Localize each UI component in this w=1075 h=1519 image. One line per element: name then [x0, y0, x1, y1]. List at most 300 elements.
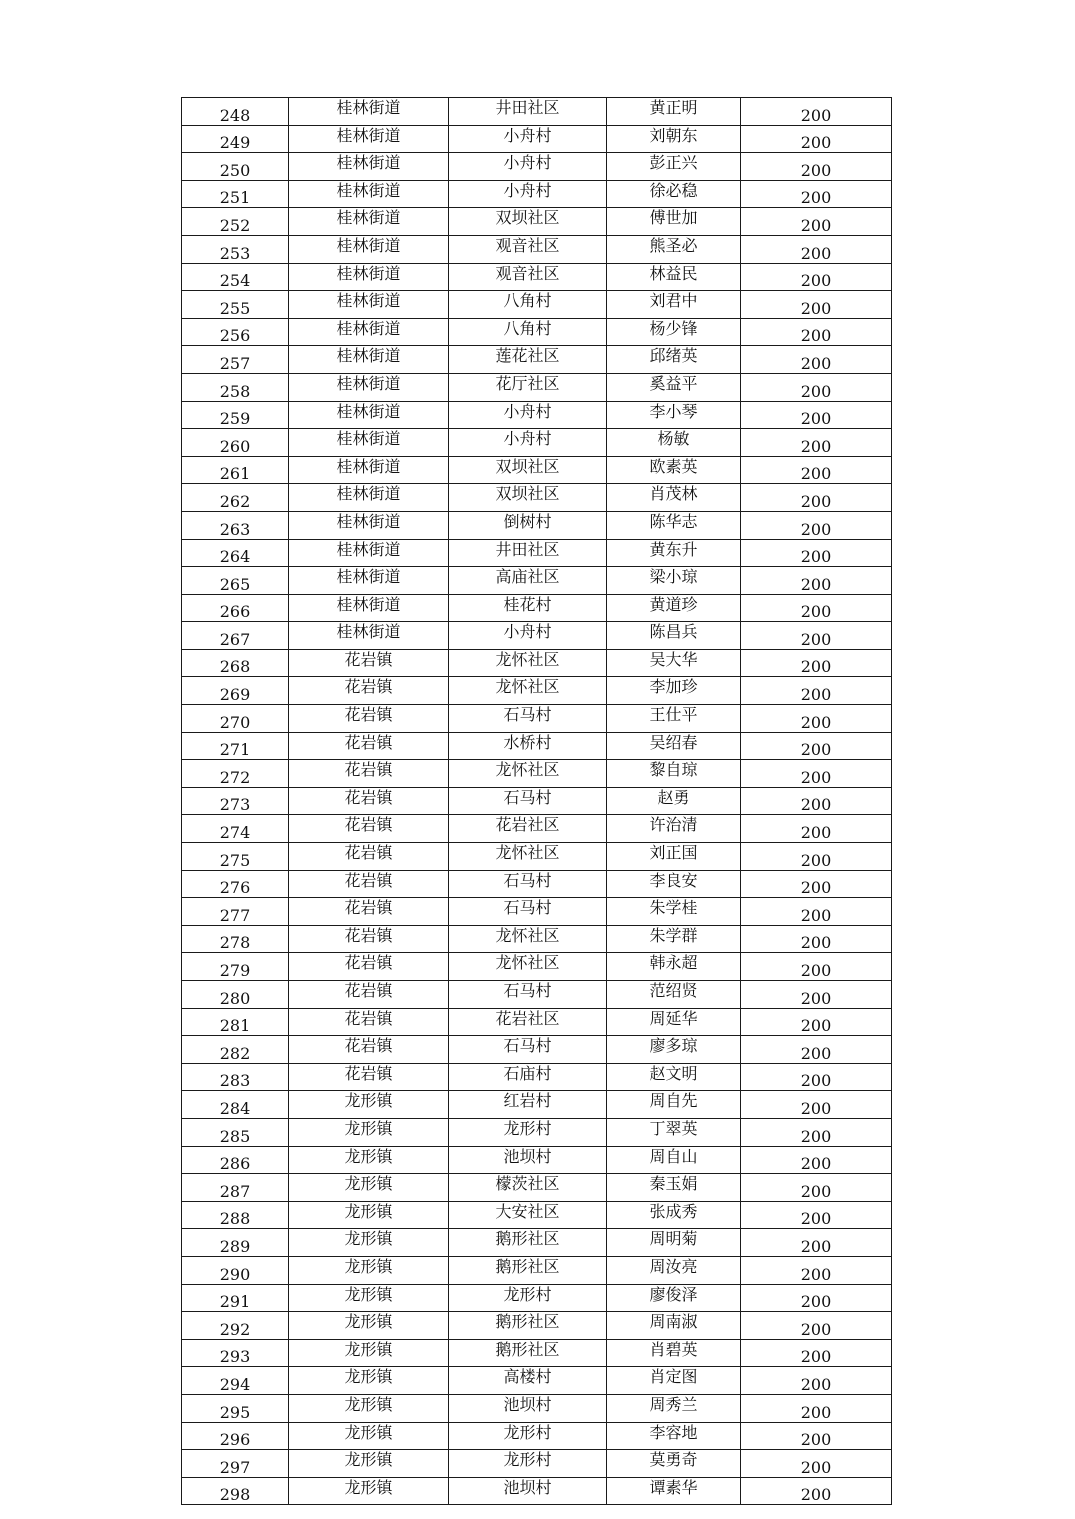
person-name-cell: 黄道珍	[607, 594, 741, 622]
village-name-cell: 莲花社区	[449, 346, 607, 374]
table-row	[182, 1174, 892, 1202]
town-name-cell: 龙形镇	[289, 1201, 449, 1229]
town-name-cell: 桂林街道	[289, 456, 449, 484]
amount-cell: 200	[741, 401, 892, 429]
table-row	[182, 456, 892, 484]
table-row	[182, 484, 892, 512]
village-name-cell: 小舟村	[449, 429, 607, 457]
village-name-cell: 石马村	[449, 981, 607, 1009]
table-row	[182, 925, 892, 953]
person-name-cell: 李加珍	[607, 677, 741, 705]
table-row	[182, 898, 892, 926]
person-name-cell: 邱绪英	[607, 346, 741, 374]
village-name-cell: 龙怀社区	[449, 925, 607, 953]
person-name-cell: 周延华	[607, 1008, 741, 1036]
amount-cell: 200	[741, 539, 892, 567]
town-name-cell: 花岩镇	[289, 677, 449, 705]
table-row	[182, 1312, 892, 1340]
person-name-cell: 林益民	[607, 263, 741, 291]
table-row	[182, 594, 892, 622]
table-row	[182, 373, 892, 401]
village-name-cell: 小舟村	[449, 622, 607, 650]
town-name-cell: 桂林街道	[289, 346, 449, 374]
row-number-cell: 269	[182, 677, 289, 705]
table-body	[182, 98, 892, 1505]
table-row	[182, 705, 892, 733]
row-number-cell: 292	[182, 1312, 289, 1340]
row-number-cell: 289	[182, 1229, 289, 1257]
village-name-cell: 龙怀社区	[449, 649, 607, 677]
row-number-cell: 254	[182, 263, 289, 291]
town-name-cell: 龙形镇	[289, 1229, 449, 1257]
town-name-cell: 龙形镇	[289, 1339, 449, 1367]
amount-cell: 200	[741, 1339, 892, 1367]
table-row	[182, 1036, 892, 1064]
person-name-cell: 黄东升	[607, 539, 741, 567]
village-name-cell: 龙怀社区	[449, 677, 607, 705]
amount-cell: 200	[741, 180, 892, 208]
amount-cell: 200	[741, 511, 892, 539]
person-name-cell: 梁小琼	[607, 567, 741, 595]
table-row	[182, 1201, 892, 1229]
village-name-cell: 龙怀社区	[449, 843, 607, 871]
village-name-cell: 石庙村	[449, 1063, 607, 1091]
town-name-cell: 桂林街道	[289, 373, 449, 401]
person-name-cell: 张成秀	[607, 1201, 741, 1229]
table-row	[182, 1229, 892, 1257]
town-name-cell: 龙形镇	[289, 1146, 449, 1174]
village-name-cell: 双坝社区	[449, 456, 607, 484]
row-number-cell: 256	[182, 318, 289, 346]
town-name-cell: 龙形镇	[289, 1091, 449, 1119]
person-name-cell: 刘君中	[607, 291, 741, 319]
row-number-cell: 286	[182, 1146, 289, 1174]
row-number-cell: 272	[182, 760, 289, 788]
town-name-cell: 龙形镇	[289, 1477, 449, 1505]
town-name-cell: 桂林街道	[289, 594, 449, 622]
person-name-cell: 肖定图	[607, 1367, 741, 1395]
town-name-cell: 桂林街道	[289, 235, 449, 263]
amount-cell: 200	[741, 705, 892, 733]
person-name-cell: 周自先	[607, 1091, 741, 1119]
row-number-cell: 259	[182, 401, 289, 429]
amount-cell: 200	[741, 1174, 892, 1202]
table-row	[182, 787, 892, 815]
row-number-cell: 281	[182, 1008, 289, 1036]
row-number-cell: 298	[182, 1477, 289, 1505]
village-name-cell: 高楼村	[449, 1367, 607, 1395]
row-number-cell: 250	[182, 153, 289, 181]
town-name-cell: 花岩镇	[289, 925, 449, 953]
town-name-cell: 桂林街道	[289, 153, 449, 181]
person-name-cell: 王仕平	[607, 705, 741, 733]
row-number-cell: 271	[182, 732, 289, 760]
amount-cell: 200	[741, 346, 892, 374]
table-row	[182, 953, 892, 981]
table-row	[182, 98, 892, 126]
town-name-cell: 桂林街道	[289, 511, 449, 539]
person-name-cell: 朱学群	[607, 925, 741, 953]
row-number-cell: 288	[182, 1201, 289, 1229]
person-name-cell: 陈昌兵	[607, 622, 741, 650]
person-name-cell: 丁翠英	[607, 1118, 741, 1146]
row-number-cell: 251	[182, 180, 289, 208]
person-name-cell: 赵勇	[607, 787, 741, 815]
amount-cell: 200	[741, 925, 892, 953]
town-name-cell: 花岩镇	[289, 1036, 449, 1064]
person-name-cell: 吴绍春	[607, 732, 741, 760]
village-name-cell: 龙怀社区	[449, 760, 607, 788]
amount-cell: 200	[741, 1367, 892, 1395]
village-name-cell: 小舟村	[449, 401, 607, 429]
amount-cell: 200	[741, 677, 892, 705]
table-row	[182, 732, 892, 760]
town-name-cell: 花岩镇	[289, 787, 449, 815]
town-name-cell: 桂林街道	[289, 125, 449, 153]
town-name-cell: 龙形镇	[289, 1312, 449, 1340]
person-name-cell: 吴大华	[607, 649, 741, 677]
amount-cell: 200	[741, 153, 892, 181]
village-name-cell: 池坝村	[449, 1394, 607, 1422]
table-row	[182, 346, 892, 374]
table-row	[182, 622, 892, 650]
person-name-cell: 周南淑	[607, 1312, 741, 1340]
town-name-cell: 花岩镇	[289, 760, 449, 788]
village-name-cell: 花岩社区	[449, 1008, 607, 1036]
table-row	[182, 1146, 892, 1174]
row-number-cell: 282	[182, 1036, 289, 1064]
amount-cell: 200	[741, 263, 892, 291]
village-name-cell: 石马村	[449, 1036, 607, 1064]
village-name-cell: 龙形村	[449, 1422, 607, 1450]
person-name-cell: 莫勇奇	[607, 1450, 741, 1478]
person-name-cell: 秦玉娟	[607, 1174, 741, 1202]
town-name-cell: 花岩镇	[289, 815, 449, 843]
town-name-cell: 花岩镇	[289, 1008, 449, 1036]
row-number-cell: 268	[182, 649, 289, 677]
person-name-cell: 韩永超	[607, 953, 741, 981]
person-name-cell: 肖茂林	[607, 484, 741, 512]
person-name-cell: 欧素英	[607, 456, 741, 484]
row-number-cell: 296	[182, 1422, 289, 1450]
amount-cell: 200	[741, 732, 892, 760]
amount-cell: 200	[741, 870, 892, 898]
table-row	[182, 208, 892, 236]
table-row	[182, 1422, 892, 1450]
town-name-cell: 桂林街道	[289, 401, 449, 429]
amount-cell: 200	[741, 1284, 892, 1312]
row-number-cell: 261	[182, 456, 289, 484]
village-name-cell: 石马村	[449, 898, 607, 926]
row-number-cell: 285	[182, 1118, 289, 1146]
town-name-cell: 桂林街道	[289, 291, 449, 319]
village-name-cell: 高庙社区	[449, 567, 607, 595]
row-number-cell: 284	[182, 1091, 289, 1119]
amount-cell: 200	[741, 1201, 892, 1229]
amount-cell: 200	[741, 649, 892, 677]
row-number-cell: 249	[182, 125, 289, 153]
amount-cell: 200	[741, 815, 892, 843]
row-number-cell: 267	[182, 622, 289, 650]
village-name-cell: 倒树村	[449, 511, 607, 539]
village-name-cell: 鹅形社区	[449, 1256, 607, 1284]
amount-cell: 200	[741, 235, 892, 263]
table-row	[182, 677, 892, 705]
amount-cell: 200	[741, 1063, 892, 1091]
village-name-cell: 观音社区	[449, 235, 607, 263]
town-name-cell: 花岩镇	[289, 649, 449, 677]
row-number-cell: 248	[182, 98, 289, 126]
town-name-cell: 花岩镇	[289, 981, 449, 1009]
amount-cell: 200	[741, 1008, 892, 1036]
person-name-cell: 范绍贤	[607, 981, 741, 1009]
amount-cell: 200	[741, 760, 892, 788]
town-name-cell: 桂林街道	[289, 622, 449, 650]
person-name-cell: 徐必稳	[607, 180, 741, 208]
row-number-cell: 293	[182, 1339, 289, 1367]
person-name-cell: 黄正明	[607, 98, 741, 126]
amount-cell: 200	[741, 1229, 892, 1257]
row-number-cell: 280	[182, 981, 289, 1009]
town-name-cell: 桂林街道	[289, 318, 449, 346]
person-name-cell: 朱学桂	[607, 898, 741, 926]
village-name-cell: 红岩村	[449, 1091, 607, 1119]
village-name-cell: 龙形村	[449, 1284, 607, 1312]
village-name-cell: 池坝村	[449, 1477, 607, 1505]
town-name-cell: 龙形镇	[289, 1174, 449, 1202]
table-row	[182, 1008, 892, 1036]
table-row	[182, 1394, 892, 1422]
row-number-cell: 274	[182, 815, 289, 843]
row-number-cell: 278	[182, 925, 289, 953]
village-name-cell: 小舟村	[449, 153, 607, 181]
table-row	[182, 125, 892, 153]
table-row	[182, 649, 892, 677]
town-name-cell: 龙形镇	[289, 1450, 449, 1478]
person-name-cell: 许治清	[607, 815, 741, 843]
town-name-cell: 龙形镇	[289, 1118, 449, 1146]
village-name-cell: 桂花村	[449, 594, 607, 622]
person-name-cell: 熊圣必	[607, 235, 741, 263]
town-name-cell: 花岩镇	[289, 898, 449, 926]
table-row	[182, 981, 892, 1009]
table-row	[182, 1339, 892, 1367]
row-number-cell: 266	[182, 594, 289, 622]
table-row	[182, 1118, 892, 1146]
table-row	[182, 1256, 892, 1284]
town-name-cell: 龙形镇	[289, 1394, 449, 1422]
amount-cell: 200	[741, 208, 892, 236]
person-name-cell: 周明菊	[607, 1229, 741, 1257]
amount-cell: 200	[741, 981, 892, 1009]
village-name-cell: 观音社区	[449, 263, 607, 291]
amount-cell: 200	[741, 1477, 892, 1505]
town-name-cell: 桂林街道	[289, 263, 449, 291]
town-name-cell: 桂林街道	[289, 180, 449, 208]
table-row	[182, 1091, 892, 1119]
village-name-cell: 池坝村	[449, 1146, 607, 1174]
row-number-cell: 265	[182, 567, 289, 595]
table-row	[182, 760, 892, 788]
row-number-cell: 255	[182, 291, 289, 319]
amount-cell: 200	[741, 1422, 892, 1450]
table-row	[182, 1284, 892, 1312]
row-number-cell: 263	[182, 511, 289, 539]
town-name-cell: 花岩镇	[289, 1063, 449, 1091]
row-number-cell: 258	[182, 373, 289, 401]
person-name-cell: 彭正兴	[607, 153, 741, 181]
town-name-cell: 花岩镇	[289, 732, 449, 760]
village-name-cell: 小舟村	[449, 125, 607, 153]
town-name-cell: 龙形镇	[289, 1256, 449, 1284]
amount-cell: 200	[741, 843, 892, 871]
amount-cell: 200	[741, 1394, 892, 1422]
amount-cell: 200	[741, 953, 892, 981]
subsidy-table	[181, 97, 892, 1505]
amount-cell: 200	[741, 1036, 892, 1064]
person-name-cell: 李容地	[607, 1422, 741, 1450]
table-row	[182, 1450, 892, 1478]
row-number-cell: 295	[182, 1394, 289, 1422]
row-number-cell: 257	[182, 346, 289, 374]
row-number-cell: 273	[182, 787, 289, 815]
town-name-cell: 桂林街道	[289, 567, 449, 595]
town-name-cell: 花岩镇	[289, 953, 449, 981]
table-row	[182, 429, 892, 457]
person-name-cell: 刘朝东	[607, 125, 741, 153]
table-row	[182, 180, 892, 208]
amount-cell: 200	[741, 98, 892, 126]
amount-cell: 200	[741, 1118, 892, 1146]
person-name-cell: 杨敏	[607, 429, 741, 457]
amount-cell: 200	[741, 291, 892, 319]
row-number-cell: 291	[182, 1284, 289, 1312]
person-name-cell: 杨少锋	[607, 318, 741, 346]
amount-cell: 200	[741, 567, 892, 595]
village-name-cell: 檬茨社区	[449, 1174, 607, 1202]
table-row	[182, 870, 892, 898]
table-row	[182, 843, 892, 871]
row-number-cell: 252	[182, 208, 289, 236]
table-row	[182, 567, 892, 595]
table-row	[182, 511, 892, 539]
person-name-cell: 廖俊泽	[607, 1284, 741, 1312]
amount-cell: 200	[741, 429, 892, 457]
amount-cell: 200	[741, 787, 892, 815]
village-name-cell: 八角村	[449, 318, 607, 346]
village-name-cell: 双坝社区	[449, 484, 607, 512]
amount-cell: 200	[741, 1256, 892, 1284]
town-name-cell: 龙形镇	[289, 1284, 449, 1312]
row-number-cell: 287	[182, 1174, 289, 1202]
village-name-cell: 双坝社区	[449, 208, 607, 236]
row-number-cell: 279	[182, 953, 289, 981]
amount-cell: 200	[741, 373, 892, 401]
table-row	[182, 153, 892, 181]
person-name-cell: 周秀兰	[607, 1394, 741, 1422]
town-name-cell: 花岩镇	[289, 843, 449, 871]
amount-cell: 200	[741, 484, 892, 512]
row-number-cell: 264	[182, 539, 289, 567]
village-name-cell: 大安社区	[449, 1201, 607, 1229]
table-row	[182, 1063, 892, 1091]
row-number-cell: 277	[182, 898, 289, 926]
amount-cell: 200	[741, 1146, 892, 1174]
village-name-cell: 龙形村	[449, 1118, 607, 1146]
person-name-cell: 周自山	[607, 1146, 741, 1174]
amount-cell: 200	[741, 622, 892, 650]
row-number-cell: 262	[182, 484, 289, 512]
table-row	[182, 291, 892, 319]
town-name-cell: 龙形镇	[289, 1422, 449, 1450]
village-name-cell: 鹅形社区	[449, 1229, 607, 1257]
village-name-cell: 小舟村	[449, 180, 607, 208]
village-name-cell: 龙形村	[449, 1450, 607, 1478]
row-number-cell: 294	[182, 1367, 289, 1395]
table-row	[182, 1477, 892, 1505]
person-name-cell: 黎自琼	[607, 760, 741, 788]
table-row	[182, 318, 892, 346]
village-name-cell: 石马村	[449, 705, 607, 733]
person-name-cell: 傅世加	[607, 208, 741, 236]
table-row	[182, 401, 892, 429]
amount-cell: 200	[741, 318, 892, 346]
person-name-cell: 奚益平	[607, 373, 741, 401]
person-name-cell: 赵文明	[607, 1063, 741, 1091]
town-name-cell: 龙形镇	[289, 1367, 449, 1395]
row-number-cell: 290	[182, 1256, 289, 1284]
row-number-cell: 276	[182, 870, 289, 898]
table-row	[182, 539, 892, 567]
village-name-cell: 龙怀社区	[449, 953, 607, 981]
table-row	[182, 1367, 892, 1395]
row-number-cell: 275	[182, 843, 289, 871]
town-name-cell: 桂林街道	[289, 429, 449, 457]
person-name-cell: 李良安	[607, 870, 741, 898]
town-name-cell: 花岩镇	[289, 705, 449, 733]
row-number-cell: 270	[182, 705, 289, 733]
village-name-cell: 花厅社区	[449, 373, 607, 401]
table-row	[182, 235, 892, 263]
town-name-cell: 桂林街道	[289, 539, 449, 567]
village-name-cell: 八角村	[449, 291, 607, 319]
village-name-cell: 鹅形社区	[449, 1339, 607, 1367]
amount-cell: 200	[741, 594, 892, 622]
village-name-cell: 水桥村	[449, 732, 607, 760]
row-number-cell: 260	[182, 429, 289, 457]
amount-cell: 200	[741, 1091, 892, 1119]
table-row	[182, 263, 892, 291]
village-name-cell: 鹅形社区	[449, 1312, 607, 1340]
village-name-cell: 井田社区	[449, 98, 607, 126]
amount-cell: 200	[741, 898, 892, 926]
village-name-cell: 井田社区	[449, 539, 607, 567]
village-name-cell: 石马村	[449, 787, 607, 815]
row-number-cell: 283	[182, 1063, 289, 1091]
person-name-cell: 廖多琼	[607, 1036, 741, 1064]
person-name-cell: 陈华志	[607, 511, 741, 539]
person-name-cell: 李小琴	[607, 401, 741, 429]
person-name-cell: 刘正国	[607, 843, 741, 871]
amount-cell: 200	[741, 456, 892, 484]
village-name-cell: 花岩社区	[449, 815, 607, 843]
person-name-cell: 周汝亮	[607, 1256, 741, 1284]
village-name-cell: 石马村	[449, 870, 607, 898]
amount-cell: 200	[741, 125, 892, 153]
person-name-cell: 谭素华	[607, 1477, 741, 1505]
amount-cell: 200	[741, 1312, 892, 1340]
table-row	[182, 815, 892, 843]
